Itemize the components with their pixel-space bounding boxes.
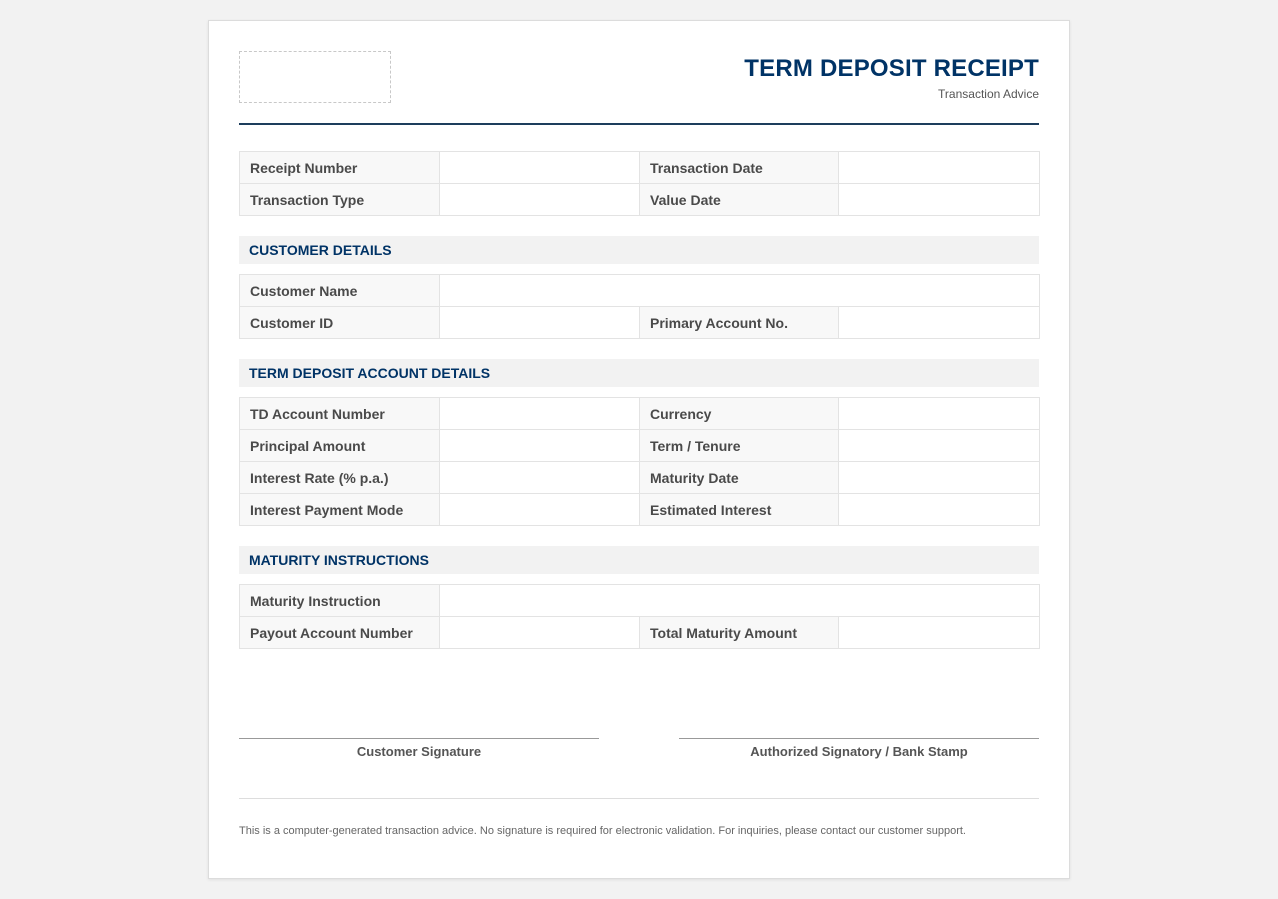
primary-account-value	[839, 307, 1040, 339]
table-row	[240, 430, 1040, 462]
customer-details-heading: CUSTOMER DETAILS	[239, 236, 1039, 264]
table-row	[240, 617, 1040, 649]
receipt-number-value	[440, 152, 640, 184]
principal-amount-value	[440, 430, 640, 462]
maturity-instruction-label: Maturity Instruction	[240, 585, 440, 617]
td-account-value	[440, 398, 640, 430]
value-date-label: Value Date	[640, 184, 839, 216]
receipt-number-label: Receipt Number	[240, 152, 440, 184]
table-row	[240, 152, 1040, 184]
customer-id-value	[440, 307, 640, 339]
transaction-type-value	[440, 184, 640, 216]
term-tenure-value	[839, 430, 1040, 462]
maturity-instruction-value	[440, 585, 1040, 617]
table-row	[240, 494, 1040, 526]
table-row	[240, 307, 1040, 339]
interest-payment-mode-value	[440, 494, 640, 526]
payout-account-value	[440, 617, 640, 649]
table-row	[240, 398, 1040, 430]
interest-payment-mode-label: Interest Payment Mode	[240, 494, 440, 526]
maturity-table	[239, 584, 1040, 649]
customer-signature-line: Customer Signature	[239, 738, 599, 759]
estimated-interest-label: Estimated Interest	[640, 494, 839, 526]
footer-note: This is a computer-generated transaction advice. No signature is required for electronic validation. For inquiries, please contact our customer support.	[239, 825, 966, 837]
term-tenure-label: Term / Tenure	[640, 430, 839, 462]
total-maturity-amount-label: Total Maturity Amount	[640, 617, 839, 649]
table-row	[240, 275, 1040, 307]
estimated-interest-value	[839, 494, 1040, 526]
page-subtitle: Transaction Advice	[938, 87, 1039, 101]
maturity-instructions-heading: MATURITY INSTRUCTIONS	[239, 546, 1039, 574]
currency-value	[839, 398, 1040, 430]
currency-label: Currency	[640, 398, 839, 430]
primary-account-label: Primary Account No.	[640, 307, 839, 339]
maturity-date-label: Maturity Date	[640, 462, 839, 494]
total-maturity-amount-value	[839, 617, 1040, 649]
principal-amount-label: Principal Amount	[240, 430, 440, 462]
transaction-date-label: Transaction Date	[640, 152, 839, 184]
receipt-header	[239, 51, 1039, 125]
table-row	[240, 184, 1040, 216]
payout-account-label: Payout Account Number	[240, 617, 440, 649]
account-details-heading: TERM DEPOSIT ACCOUNT DETAILS	[239, 359, 1039, 387]
customer-table	[239, 274, 1040, 339]
bank-signature-line: Authorized Signatory / Bank Stamp	[679, 738, 1039, 759]
logo-placeholder	[239, 51, 391, 103]
page-title: TERM DEPOSIT RECEIPT	[744, 55, 1039, 82]
table-row	[240, 585, 1040, 617]
customer-name-label: Customer Name	[240, 275, 440, 307]
value-date-value	[839, 184, 1040, 216]
customer-id-label: Customer ID	[240, 307, 440, 339]
account-table	[239, 397, 1040, 526]
table-row	[240, 462, 1040, 494]
transaction-date-value	[839, 152, 1040, 184]
interest-rate-value	[440, 462, 640, 494]
receipt-page	[208, 20, 1070, 879]
customer-name-value	[440, 275, 1040, 307]
td-account-label: TD Account Number	[240, 398, 440, 430]
transaction-table	[239, 151, 1040, 216]
interest-rate-label: Interest Rate (% p.a.)	[240, 462, 440, 494]
transaction-type-label: Transaction Type	[240, 184, 440, 216]
footer-divider	[239, 798, 1039, 799]
maturity-date-value	[839, 462, 1040, 494]
